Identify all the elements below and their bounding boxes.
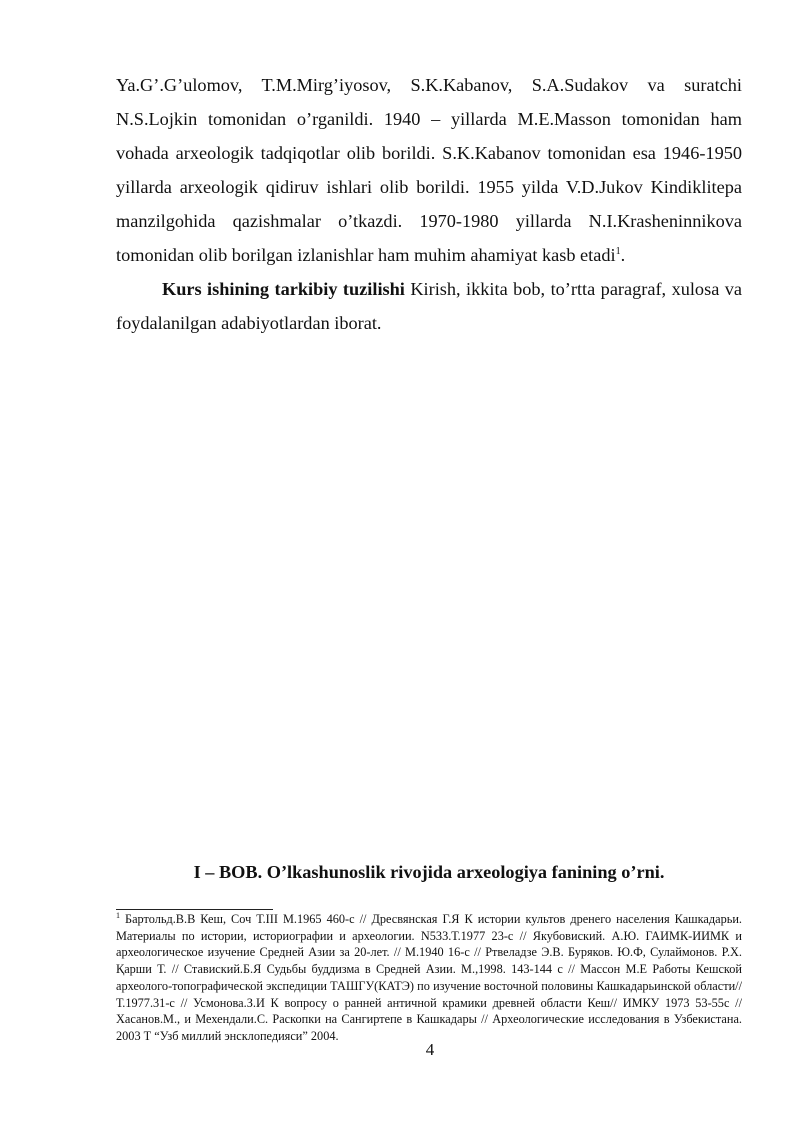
- paragraph-history-end: .: [620, 245, 626, 265]
- paragraph-history-text: Ya.G’.G’ulomov, T.M.Mirg’iyosov, S.K.Kabanov, S.A.Sudakov va suratchi N.S.Lojkin tomonidan o’rganildi. 1940 – yillarda M.E.Masson tomonidan ham vohada arxeologik tadqiqotlar olib borildi. S.K.Kabanov tomonidan esa 1946-1950 yillarda arxeologik qidiruv ishlari olib borildi. 1955 yilda V.D.Jukov Kindiklitepa manzilgohida qazishmalar o’tkazdi. 1970-1980 yillarda N.I.Krasheninnikova tomonidan olib borilgan izlanishlar ham muhim ahamiyat kasb etadi: [116, 75, 742, 265]
- paragraph-structure-lead: Kurs ishining tarkibiy tuzilishi: [162, 279, 405, 299]
- chapter-heading: I – BOB. O’lkashunoslik rivojida arxeologiya fanining o’rni.: [193, 862, 665, 882]
- paragraph-structure-text: Kirish, ikkita bob, to’rtta paragraf, xulosa va foydalanilgan adabiyotlardan iborat.: [116, 279, 743, 333]
- footnote: [116, 911, 742, 1045]
- paragraph-history: [116, 68, 742, 272]
- footnote-marker: 1: [116, 910, 120, 920]
- page-number: 4: [425, 1040, 435, 1059]
- paragraph-structure: [116, 272, 742, 340]
- footnote-text: Бартольд.В.В Кеш, Соч Т.III М.1965 460-с // Дресвянская Г.Я К истории культов дренего населения Кашкадарьи. Материалы по истории, историографии и археологии. N533.Т.1977 23-с // Якубовиский. А.Ю. ГАИМК-ИИМК и археологическое изучение Средней Азии за 20-лет. // М.1940 16-с // Ртвеладзе Э.В. Буряков. Ю.Ф, Сулаймонов. Р.Х. Қарши Т. // Ставиский.Б.Я Судьбы буддизма в Средней Азии. М.,1998. 143-144 с // Массон М.Е Работы Кешской археолого-топографической экспедиции ТАШГУ(КАТЭ) по изучение восточной половины Кашкадарьинской области// Т.1977.31-с // Усмонова.З.И К вопросу о ранней античной крамики древней области Кеш// ИМКУ 1973 53-55с // Хасанов.М., и Мехендали.С. Раскопки на Сангиртепе в Кашкадары // Археологические исследования в Узбекистана. 2003 Т “Узб миллий энсклопедияси” 2004.: [116, 912, 742, 1043]
- footnote-reference[interactable]: 1: [615, 245, 621, 257]
- body-text: [116, 68, 742, 340]
- footnote-divider: [116, 909, 273, 910]
